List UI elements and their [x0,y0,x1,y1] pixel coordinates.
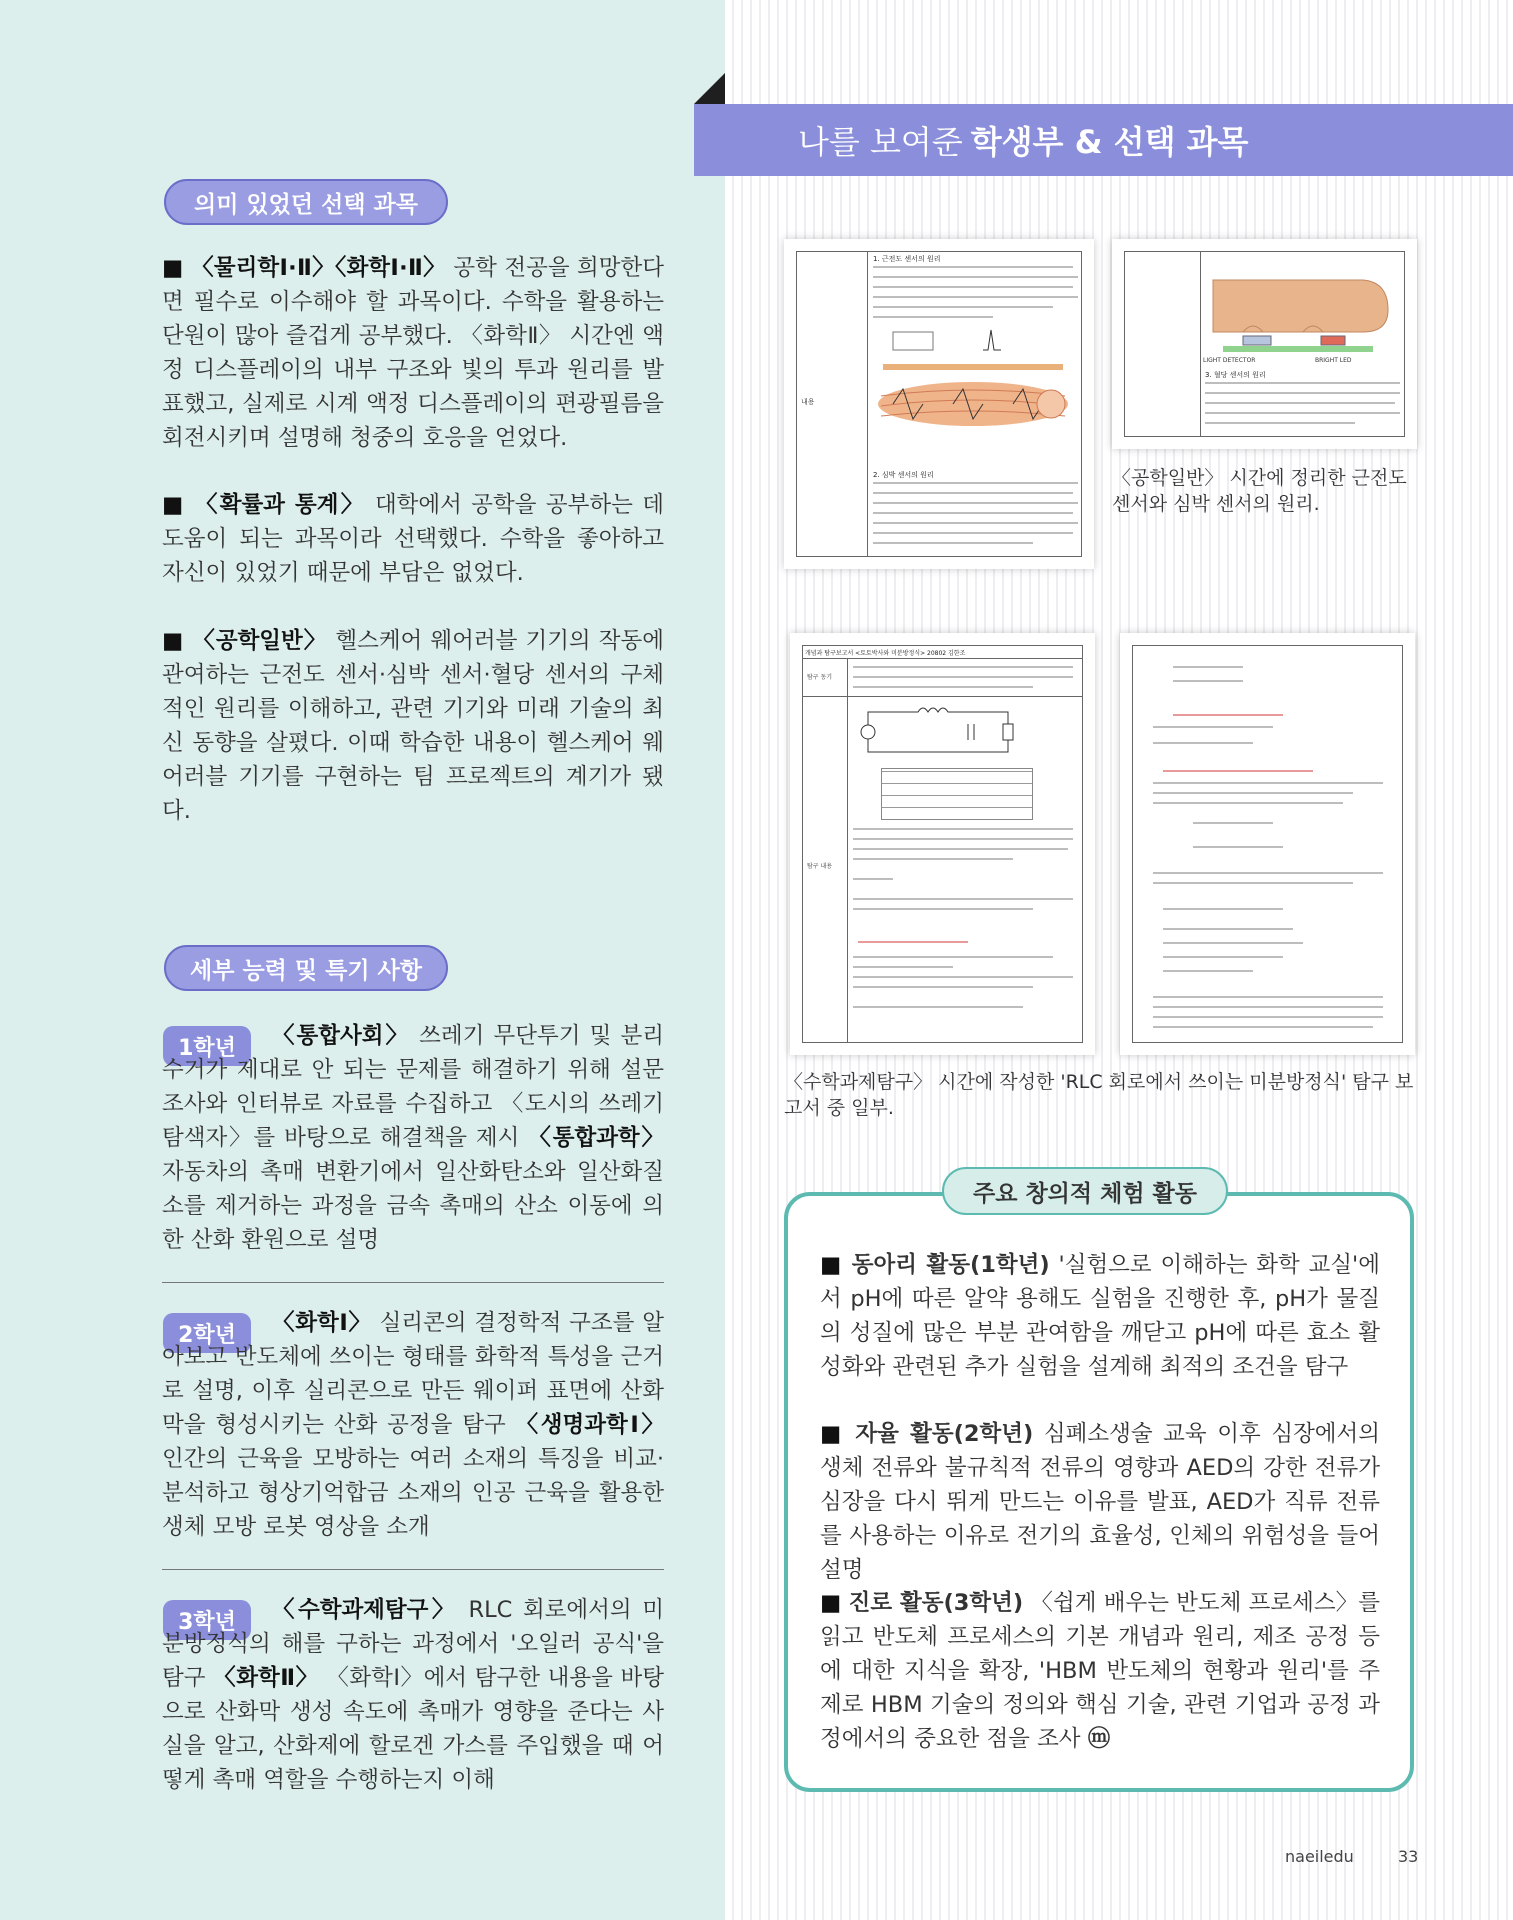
activity-career: ■ 진로 활동(3학년) 〈쉽게 배우는 반도체 프로세스〉를 읽고 반도체 프로세스의 기본 개념과 원리, 제조 공정 등에 대한 지식을 확장, 'HBM 반도체의 현황과 원리'를 주제로 HBM 기술의 정의와 핵심 기술, 관련 기업과 공정 과정에서의 중요한 점을 조사 ⓜ [820,1590,1380,1752]
divider [162,1282,664,1283]
activity-title: 진로 활동(3학년) [848,1590,1024,1616]
footer-brand: naeiledu [1285,1847,1354,1866]
grade-badge-2: 2학년 [163,1313,251,1353]
activity-title: 자율 활동(2학년) [855,1421,1034,1447]
grade-paragraph-3: 〈수학과제탐구〉 RLC 회로에서의 미분방정식의 해를 구하는 과정에서 '오일러 공식'을 탐구 〈화학Ⅱ〉 〈화학Ⅰ〉에서 탐구한 내용을 바탕으로 산화막 생성 속도에 촉매가 영향을 준다는 사실을 알고, 산화제에 할로겐 가스를 주입했을 때 어떻게 촉매 역할을 수행하는지 이해 [162,1597,664,1793]
image-caption-2: 〈수학과제탐구〉 시간에 작성한 'RLC 회로에서 쓰이는 미분방정식' 탐구 보고서 중 일부. [784,1071,1414,1119]
activity-autonomous: ■ 자율 활동(2학년) 심폐소생술 교육 이후 심장에서의 생체 전류와 불규칙적 전류의 영향과 AED의 강한 전류가 심장을 다시 뛰게 만드는 이유를 발표, AED가 직류 전류를 사용하는 이유로 전기의 효율성, 인체의 위험성을 들어 설명 [820,1421,1381,1583]
grade-paragraph-1: 〈통합사회〉 쓰레기 무단투기 및 분리수거가 제대로 안 되는 문제를 해결하기 위해 설문 조사와 인터뷰로 자료를 수집하고 〈도시의 쓰레기 탐색자〉를 바탕으로 해결책을 제시 〈통합과학〉 자동차의 촉매 변환기에서 일산화탄소와 일산화질소를 제거하는 과정을 금속 촉매의 산소 이동에 의한 산화 환원으로 설명 [162,1023,664,1253]
subject-paragraph: ■ 〈공학일반〉 헬스케어 웨어러블 기기의 작동에 관여하는 근전도 센서·심박 센서·혈당 센서의 구체적인 원리를 이해하고, 관련 기기와 미래 기술의 최신 동향을 살폈다. 이때 학습한 내용이 헬스케어 웨어러블 기기를 구현하는 팀 프로젝트의 계기가 됐다. [162,628,664,824]
divider [162,1569,664,1570]
page-number: 33 [1398,1847,1419,1866]
section-title-subjects: 의미 있었던 선택 과목 [164,179,448,225]
grade-paragraph-2: 〈화학Ⅰ〉 실리콘의 결정학적 구조를 알아보고 반도체에 쓰이는 형태를 화학적 특성을 근거로 설명, 이후 실리콘으로 만든 웨이퍼 표면에 산화막을 형성시키는 산화 공정을 탐구 〈생명과학Ⅰ〉 인간의 근육을 모방하는 여러 소재의 특징을 비교·분석하고 형상기억합금 소재의 인공 근육을 활용한 생체 모방 로봇 영상을 소개 [162,1310,664,1540]
banner-title-light: 나를 보여준 [798,123,963,161]
rlc-circuit-diagram [858,702,1058,762]
grade-badge-1: 1학년 [163,1026,251,1066]
activity-club: ■ 동아리 활동(1학년) '실험으로 이해하는 화학 교실'에서 pH에 따른 알약 용해도 실험을 진행한 후, pH가 물질의 성질에 많은 부분 관여함을 깨닫고 pH에 따른 효소 활성화와 관련된 추가 실험을 설계해 최적의 조건을 탐구 [820,1252,1380,1380]
page-banner [694,104,1513,176]
banner-title-bold: 학생부 & 선택 과목 [970,123,1249,161]
thumbnail-rlc-report-2 [1120,633,1415,1055]
subject-paragraph: ■ 〈확률과 통계〉 대학에서 공학을 공부하는 데 도움이 되는 과목이라 선택했다. 수학을 좋아하고 자신이 있었기 때문에 부담은 없었다. [162,492,665,586]
activities-box-title: 주요 창의적 체험 활동 [942,1167,1228,1215]
section-title-details: 세부 능력 및 특기 사항 [164,945,448,991]
subject-name: 〈확률과 통계〉 [194,492,366,518]
grade-badge-3: 3학년 [163,1600,251,1640]
activity-title: 동아리 활동(1학년) [851,1252,1050,1278]
subject-paragraph: ■ 〈물리학Ⅰ·Ⅱ〉〈화학Ⅰ·Ⅱ〉 공학 전공을 희망한다면 필수로 이수해야 할 과목이다. 수학을 활용하는 단원이 많아 즐겁게 공부했다. 〈화학Ⅱ〉 시간엔 액정 디스플레이의 내부 구조와 빛의 투과 원리를 발표했고, 실제로 시계 액정 디스플레이의 편광필름을 회전시키며 설명해 청중의 호응을 얻었다. [162,255,664,451]
thumbnail-emg-sensor: 내용 1. 근전도 센서의 원리 2. 심박 센서의 원리 [784,239,1094,569]
subject-name: 〈공학일반〉 [192,628,328,654]
muscle-diagram [873,324,1078,464]
thumbnail-rlc-report-1: 개념과 탐구보고서 <토토박사와 미분방정식> 20802 김한조 탐구 동기 탐구 내용 [790,633,1095,1055]
end-mark-icon: ⓜ [1087,1726,1111,1752]
thumbnail-heart-sensor: LIGHT DETECTOR BRIGHT LED 3. 혈당 센서의 원리 [1112,239,1417,449]
finger-diagram [1203,260,1393,355]
banner-corner [694,73,725,104]
image-caption-1: 〈공학일반〉 시간에 정리한 근전도 센서와 심박 센서의 원리. [1112,467,1407,515]
subject-name: 〈물리학Ⅰ·Ⅱ〉〈화학Ⅰ·Ⅱ〉 [191,255,446,281]
